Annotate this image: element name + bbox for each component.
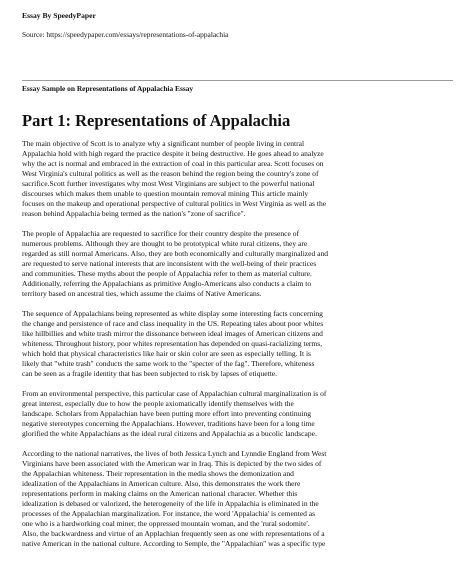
- text-line: territory based on ancestral ties, which assume the claims of Native Americans.: [22, 289, 262, 298]
- text-line: whiteness. Throughout history, poor whites representation has depended on quasi-racializing terms,: [22, 339, 323, 348]
- text-line: Appalachia hold with high regard the practice despite it being destructive. He goes ahead to analyze: [22, 149, 324, 158]
- text-line: landscape. Scholars from Appalachian have been putting more effort into preventing continuing: [22, 409, 312, 418]
- text-line: are requested to serve national interests that are inconsistent with the well-being of their practices: [22, 259, 317, 268]
- text-line: numerous problems. Although they are thought to be prototypical white rural citizens, they are: [22, 239, 308, 248]
- text-line: processes of the Appalachian marginalization. For instance, the word 'Appalachia' is cemented as: [22, 509, 316, 518]
- source-line: Source: https://speedypaper.com/essays/representations-of-appalachia: [22, 30, 229, 39]
- text-line: which hold that physical characteristics like hair or skin color are seen as especially telling. It is: [22, 349, 311, 358]
- paragraph: [22, 389, 454, 439]
- section-heading: Part 1: Representations of Appalachia: [22, 111, 291, 130]
- essay-body: [22, 139, 454, 559]
- paragraph: [22, 449, 454, 549]
- text-line: and communities. These myths about the people of Appalachia refer to them as material culture.: [22, 269, 312, 278]
- text-line: The sequence of Appalachians being represented as white display some interesting facts concerning: [22, 309, 323, 318]
- text-line: sacrifice.Scott further investigates why most West Virginians are subject to the powerful national: [22, 179, 315, 188]
- text-line: can be seen as a fragile identity that has been subjected to risk by lapses of etiquette.: [22, 369, 278, 378]
- brand-label: Essay By SpeedyPaper: [22, 11, 96, 20]
- paragraph: [22, 139, 454, 219]
- header-divider: [22, 80, 453, 81]
- paragraph: [22, 229, 454, 299]
- text-line: According to the national narratives, the lives of both Jessica Lynch and Lynndie England from West: [22, 449, 327, 458]
- text-line: discourses which makes them unable to question mountain removal mining This article mainly: [22, 189, 309, 198]
- text-line: likely that "white trash" conducts the same work to the "specter of the fag". Therefore, whiteness: [22, 359, 315, 368]
- text-line: glorified the white Appalachians as the ideal rural citizens and Appalachia as a bucolic landscape.: [22, 429, 317, 438]
- text-line: focuses on the makeup and operational perspective of cultural politics in West Virginia as well as the: [22, 199, 327, 208]
- text-line: like hillbillies and white trash mirror the dissonance between ideal images of American citizens and: [22, 329, 323, 338]
- text-line: great interest, especially due to how the people axiomatically identify themselves with the: [22, 399, 294, 408]
- text-line: representations perform in making claims on the American national character. Whether this: [22, 489, 298, 498]
- text-line: the Appalachian whiteness. Their representation in the media shows the demonization and: [22, 469, 294, 478]
- document-header: [22, 11, 462, 39]
- text-line: native American in the national culture. According to Semple, the "Appalachian" was a specific type: [22, 539, 326, 548]
- text-line: From an environmental perspective, this particular case of Appalachian cultural marginalization is of: [22, 389, 327, 398]
- text-line: West Virginia's cultural politics as well as the reason behind the region being the country's zone of: [22, 169, 319, 178]
- text-line: regarded as still normal Americans. Also, they are both economically and culturally marginalized and: [22, 249, 329, 258]
- text-line: Also, the backwardness and virtue of an Applachian frequently seen as one with representations of a: [22, 529, 325, 538]
- text-line: negative stereotypes concerning the Appalachians. However, traditions have been for a long time: [22, 419, 315, 428]
- text-line: Virginians have been associated with the American war in Iraq. This is depicted by the two sides of: [22, 459, 322, 468]
- text-line: The people of Appalachia are requested to sacrifice for their country despite the presence of: [22, 229, 300, 238]
- text-line: Additionally, referring the Appalachians as primitive Anglo-Americans also conducts a claim to: [22, 279, 312, 288]
- text-line: idealization is debased or valorized, the heterogeneity of the life in Appalachia is eliminated in the: [22, 499, 319, 508]
- document-title: Essay Sample on Representations of Appalachia Essay: [22, 84, 194, 93]
- text-line: idealization of the Appalachians in American culture. Also, this demonstrates the work there: [22, 479, 301, 488]
- text-line: The main objective of Scott is to analyze why a significant number of people living in central: [22, 139, 305, 148]
- text-line: the change and persistence of race and class inequality in the US. Repeating tales about poor whites: [22, 319, 324, 328]
- text-line: one who is a hardworking coal miner, the oppressed mountain woman, and the 'rural sodomite'.: [22, 519, 310, 528]
- text-line: reason behind Appalachia being termed as the nation's "zone of sacrifice".: [22, 209, 246, 218]
- text-line: why the act is normal and embraced in the extraction of coal in this particular area. Scott focuses on: [22, 159, 324, 168]
- paragraph: [22, 309, 454, 379]
